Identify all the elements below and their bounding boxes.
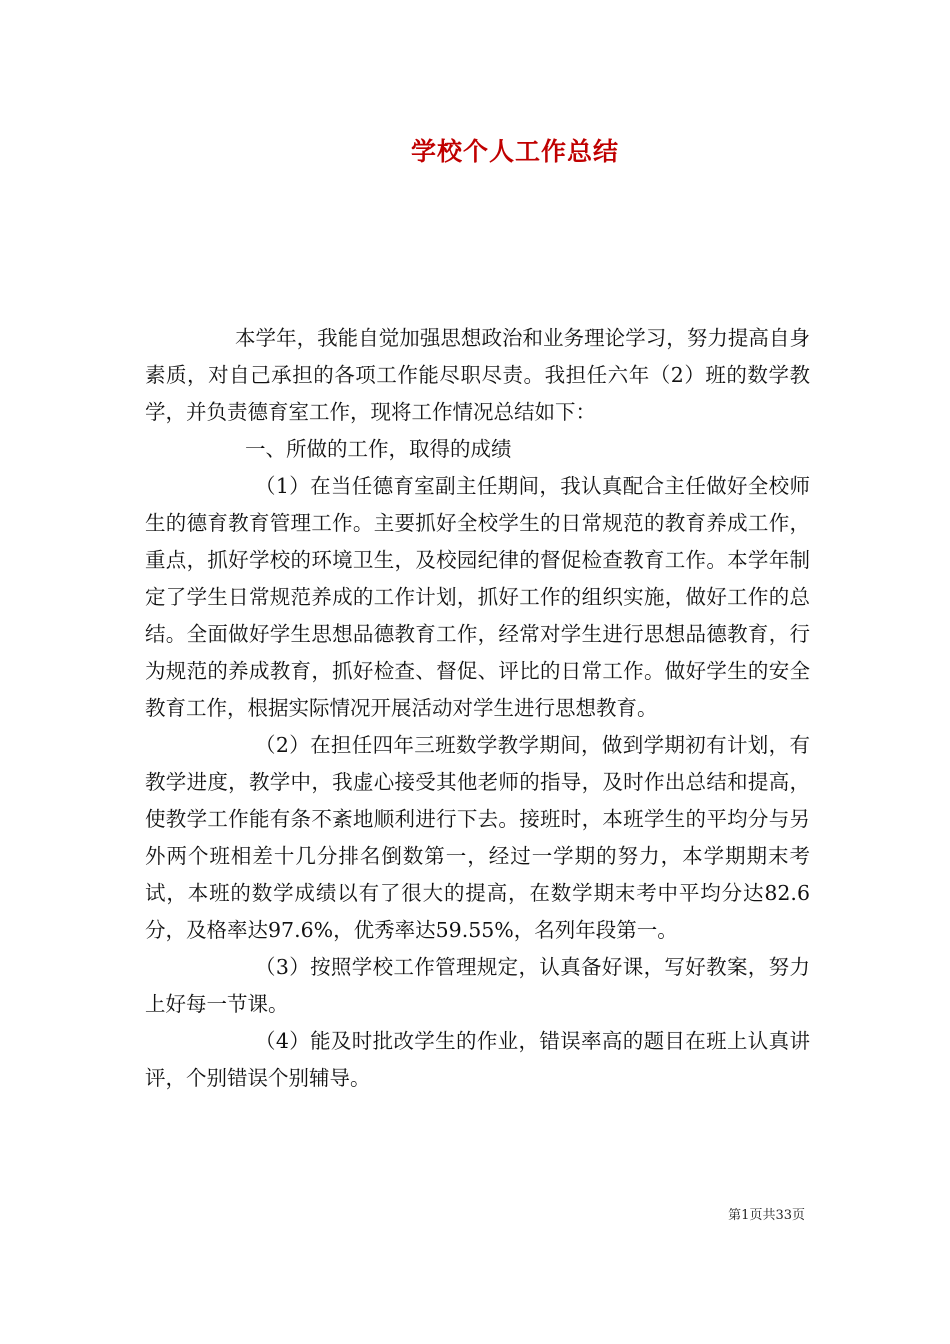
paragraph-item-4: （4）能及时批改学生的作业，错误率高的题目在班上认真讲评，个别错误个别辅导。 [145,1029,810,1090]
paragraph-intro: 本学年，我能自觉加强思想政治和业务理论学习，努力提高自身素质，对自己承担的各项工作能尽职尽责。我担任六年（2）班的数学教学，并负责德育室工作，现将工作情况总结如下： [145,326,810,424]
page-number: 第1页共33页 [728,1208,805,1223]
paragraph-item-3: （3）按照学校工作管理规定，认真备好课，写好教案，努力上好每一节课。 [145,955,810,1016]
document-body [145,320,810,1097]
paragraph-item-1: （1）在当任德育室副主任期间，我认真配合主任做好全校师生的德育教育管理工作。主要抓好全校学生的日常规范的教育养成工作，重点，抓好学校的环境卫生，及校园纪律的督促检查教育工作。本学年制定了学生日常规范养成的工作计划，抓好工作的组织实施，做好工作的总结。全面做好学生思想品德教育工作，经常对学生进行思想品德教育，行为规范的养成教育，抓好检查、督促、评比的日常工作。做好学生的安全教育工作，根据实际情况开展活动对学生进行思想教育。 [145,474,810,720]
section-heading: 一、所做的工作，取得的成绩 [245,437,512,461]
document-title: 学校个人工作总结 [410,137,619,166]
paragraph-item-2: （2）在担任四年三班数学教学期间，做到学期初有计划，有教学进度，教学中，我虚心接受其他老师的指导，及时作出总结和提高，使教学工作能有条不紊地顺利进行下去。接班时，本班学生的平均分与另外两个班相差十几分排名倒数第一，经过一学期的努力，本学期期末考试，本班的数学成绩以有了很大的提高，在数学期末考中平均分达82.6分，及格率达97.6%，优秀率达59.55%，名列年段第一。 [145,733,810,942]
